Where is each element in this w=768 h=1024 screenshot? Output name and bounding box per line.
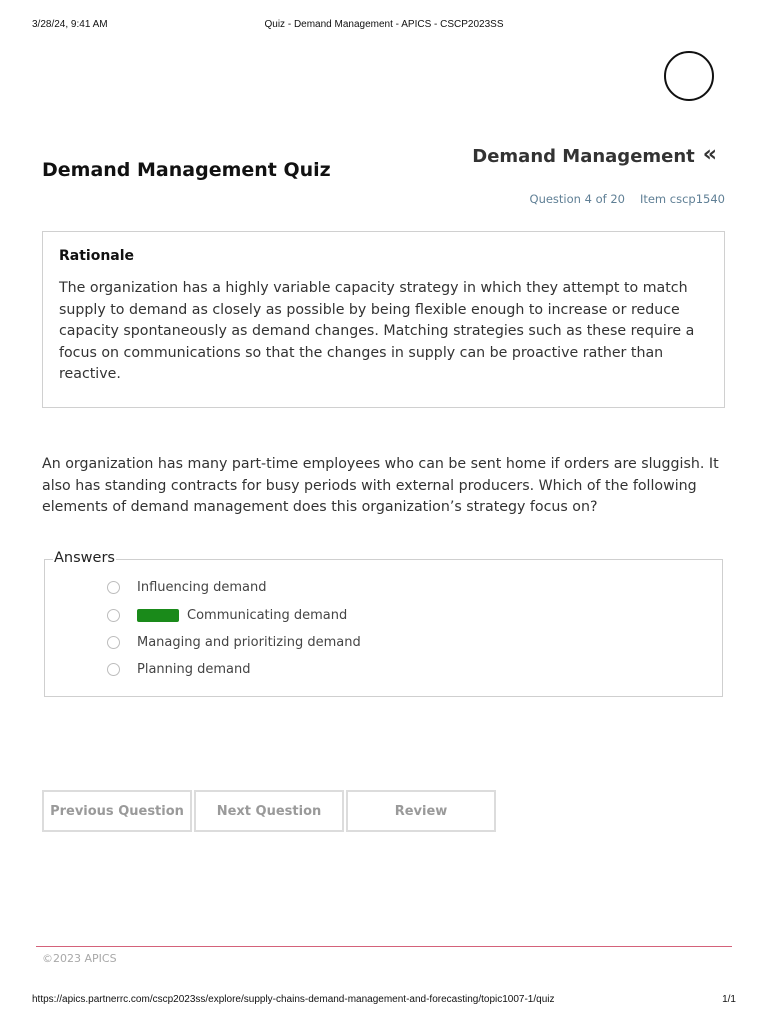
next-question-button[interactable]: Next Question xyxy=(194,790,344,832)
page-title: Demand Management Quiz xyxy=(42,159,331,181)
correct-answer-marker xyxy=(137,609,179,622)
question-navigation xyxy=(42,790,496,832)
answer-label: Managing and prioritizing demand xyxy=(137,634,361,650)
item-id: Item cscp1540 xyxy=(639,192,725,206)
print-page-number: 1/1 xyxy=(722,994,736,1005)
radio-button[interactable] xyxy=(107,636,120,649)
print-datetime: 3/28/24, 9:41 AM xyxy=(32,19,108,30)
double-chevron-left-icon[interactable]: « xyxy=(702,142,717,167)
answer-label: Communicating demand xyxy=(187,607,348,623)
rationale-heading: Rationale xyxy=(59,248,135,264)
answer-option-correct[interactable] xyxy=(107,606,347,624)
review-button[interactable]: Review xyxy=(346,790,496,832)
previous-question-button[interactable]: Previous Question xyxy=(42,790,192,832)
print-header xyxy=(32,19,736,33)
question-counter: Question 4 of 20 xyxy=(529,192,625,206)
topic-title: Demand Management xyxy=(472,146,695,167)
answer-label: Influencing demand xyxy=(137,579,267,595)
question-meta xyxy=(530,192,725,206)
topic-header xyxy=(472,142,717,167)
radio-button[interactable] xyxy=(107,609,120,622)
print-footer xyxy=(32,994,736,1008)
answer-option[interactable] xyxy=(107,660,251,678)
answer-option[interactable] xyxy=(107,633,361,651)
radio-button[interactable] xyxy=(107,663,120,676)
rationale-panel xyxy=(42,231,725,408)
question-text: An organization has many part-time employees who can be sent home if orders are sluggish. It also has standing contracts for busy periods with external producers. Which of the following elements of demand management does this organization’s strategy focus on? xyxy=(42,456,719,515)
copyright: ©2023 APICS xyxy=(42,952,117,965)
print-page-title: Quiz - Demand Management - APICS - CSCP2023SS xyxy=(264,19,504,30)
answer-label: Planning demand xyxy=(137,661,251,677)
avatar[interactable] xyxy=(664,51,714,101)
print-url: https://apics.partnerrc.com/cscp2023ss/explore/supply-chains-demand-management-and-forecasting/topic1007-1/quiz xyxy=(32,994,555,1005)
answers-legend: Answers xyxy=(54,550,115,566)
rationale-text: The organization has a highly variable capacity strategy in which they attempt to match supply to demand as closely as possible by being flexible enough to increase or reduce capacity spontaneously as demand changes. Matching strategies such as these require a focus on communications so that the changes in supply can be proactive rather than reactive. xyxy=(59,280,695,382)
footer-divider xyxy=(36,946,732,947)
radio-button[interactable] xyxy=(107,581,120,594)
answer-option[interactable] xyxy=(107,578,267,596)
